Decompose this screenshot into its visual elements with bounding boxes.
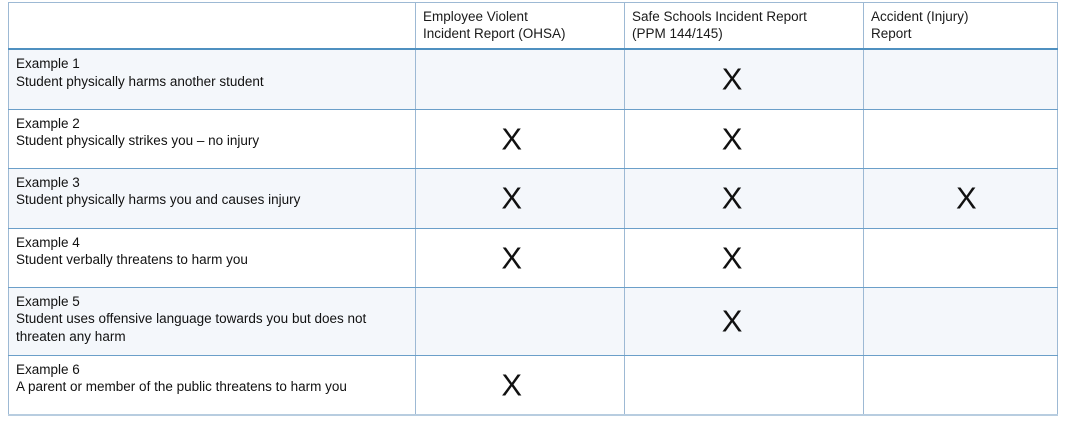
column-header-safe-schools-incident-report — [625, 3, 864, 50]
example-label: Example 4 — [16, 234, 80, 250]
cell-ohsa — [416, 287, 625, 355]
cell-accident — [864, 109, 1058, 168]
column-header-ohsa-line1: Employee Violent — [423, 9, 528, 24]
column-header-example — [9, 3, 416, 50]
table-header — [9, 3, 1058, 50]
example-label: Example 3 — [16, 174, 80, 190]
cell-safe-schools — [625, 168, 864, 228]
table-row — [9, 355, 1058, 415]
row-example-cell — [9, 287, 416, 355]
x-mark-icon: X — [721, 180, 743, 216]
column-header-accident-line1: Accident (Injury) — [871, 9, 969, 24]
table-row — [9, 287, 1058, 355]
header-row — [9, 3, 1058, 50]
example-label: Example 6 — [16, 361, 80, 377]
x-mark-icon: X — [721, 121, 743, 156]
column-header-employee-violent-incident-report — [416, 3, 625, 50]
cell-accident — [864, 355, 1058, 415]
table-row — [9, 168, 1058, 228]
table-row — [9, 49, 1058, 109]
example-description: Student physically harms another student — [16, 73, 264, 89]
incident-reporting-matrix-table — [8, 2, 1058, 416]
example-label: Example 5 — [16, 293, 80, 309]
x-mark-icon: X — [501, 121, 523, 156]
x-mark-icon: X — [721, 61, 743, 97]
column-header-ohsa-line2: Incident Report (OHSA) — [423, 26, 566, 41]
x-mark-icon: X — [501, 180, 523, 216]
column-header-accident-injury-report — [864, 3, 1058, 50]
cell-ohsa — [416, 228, 625, 287]
column-header-safe-line1: Safe Schools Incident Report — [632, 9, 807, 24]
cell-ohsa — [416, 355, 625, 415]
table-body — [9, 49, 1058, 415]
cell-accident — [864, 287, 1058, 355]
row-example-cell — [9, 355, 416, 415]
cell-safe-schools — [625, 228, 864, 287]
example-description: Student physically strikes you – no injury — [16, 133, 260, 148]
x-mark-icon: X — [721, 303, 743, 339]
cell-accident — [864, 168, 1058, 228]
cell-accident — [864, 49, 1058, 109]
cell-ohsa — [416, 109, 625, 168]
row-example-cell — [9, 49, 416, 109]
cell-safe-schools — [625, 355, 864, 415]
cell-safe-schools — [625, 109, 864, 168]
x-mark-icon: X — [955, 180, 977, 216]
example-label: Example 2 — [16, 115, 80, 131]
row-example-cell — [9, 109, 416, 168]
x-mark-icon: X — [721, 240, 743, 275]
column-header-accident-line2: Report — [871, 26, 912, 41]
cell-ohsa — [416, 49, 625, 109]
example-description: Student uses offensive language towards you but does not threaten any harm — [16, 311, 367, 344]
x-mark-icon: X — [501, 367, 523, 403]
cell-accident — [864, 228, 1058, 287]
table-row — [9, 109, 1058, 168]
column-header-safe-line2: (PPM 144/145) — [632, 26, 723, 41]
cell-safe-schools — [625, 287, 864, 355]
row-example-cell — [9, 228, 416, 287]
example-description: A parent or member of the public threatens to harm you — [16, 379, 347, 394]
example-description: Student physically harms you and causes injury — [16, 192, 301, 207]
cell-ohsa — [416, 168, 625, 228]
x-mark-icon: X — [501, 240, 523, 275]
example-label: Example 1 — [16, 56, 80, 71]
cell-safe-schools — [625, 49, 864, 109]
row-example-cell — [9, 168, 416, 228]
example-description: Student verbally threatens to harm you — [16, 252, 248, 267]
table-row — [9, 228, 1058, 287]
